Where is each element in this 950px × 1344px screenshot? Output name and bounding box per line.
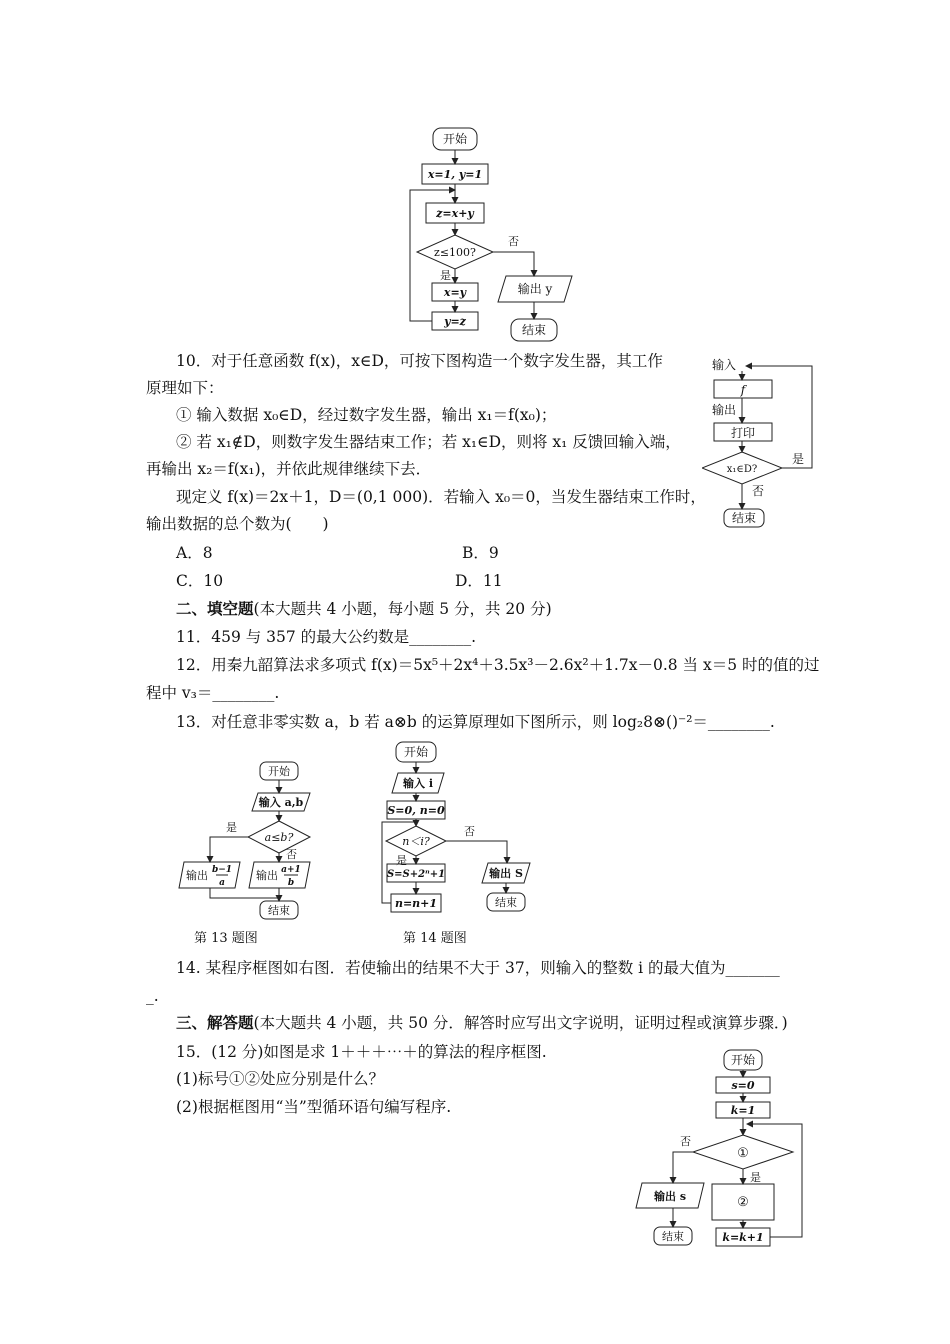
- assign-y-label: y=z: [444, 315, 466, 328]
- input-label: 输入 i: [402, 777, 434, 790]
- q10-line6: 现定义 f(x)＝2x＋1，D＝(0,1 000)．若输入 x₀＝0，当发生器结束工作时，: [176, 488, 706, 506]
- yes-label: 是: [440, 269, 451, 282]
- q10-line4: ② 若 x₁∉D，则数字发生器结束工作；若 x₁∈D，则将 x₁ 反馈回输入端，: [176, 433, 681, 451]
- start-label: 开始: [268, 765, 290, 778]
- end-label: 结束: [662, 1230, 684, 1243]
- cond-label: ①: [737, 1146, 749, 1161]
- output-left-label: 输出: [186, 869, 208, 882]
- q14-line2: _.: [146, 987, 159, 1005]
- output-label: 输出 S: [489, 867, 523, 880]
- k-init-label: k=1: [730, 1104, 756, 1117]
- q10-line2: 原理如下：: [146, 379, 224, 397]
- section2-heading: [176, 599, 552, 619]
- q10-option-d: D．11: [455, 572, 503, 590]
- cond-label: a≤b?: [264, 831, 294, 844]
- q11-text: 11．459 与 357 的最大公约数是________.: [176, 628, 477, 646]
- section2-title: 二、填空题: [176, 599, 254, 618]
- caption-14: 第 14 题图: [403, 931, 467, 946]
- output-right-label: 输出: [256, 869, 278, 882]
- q15-line2: (1)标号①②处应分别是什么？: [176, 1070, 384, 1088]
- section3-heading: [176, 1013, 788, 1033]
- flowchart-q14: [372, 738, 542, 948]
- q10-line3: ① 输入数据 x₀∈D，经过数字发生器，输出 x₁＝f(x₀)；: [176, 406, 557, 424]
- end-label: 结束: [268, 904, 290, 917]
- cond-label: z≤100?: [434, 246, 476, 259]
- flowchart-q10: [702, 352, 822, 532]
- q10-option-c: C．10: [176, 572, 224, 590]
- cond-label: n＜i?: [402, 835, 430, 848]
- body-inc-label: n=n+1: [394, 897, 438, 910]
- start-label: 开始: [403, 745, 429, 759]
- q10-line1: 10．对于任意函数 f(x)，x∈D，可按下图构造一个数字发生器，其工作: [176, 352, 663, 370]
- flowchart-q13: [170, 758, 330, 948]
- q12-line1: 12．用秦九韶算法求多项式 f(x)＝5x⁵＋2x⁴＋3.5x³－2.6x²＋1.7x－0.8 当 x＝5 时的值的过: [176, 656, 820, 674]
- q15-line3: (2)根据框图用“当”型循环语句编写程序.: [176, 1098, 452, 1116]
- cond-label: x₁∈D?: [726, 464, 758, 475]
- no-label: 否: [680, 1135, 691, 1148]
- output-label: 输出 s: [653, 1190, 687, 1203]
- caption-13: 第 13 题图: [194, 931, 258, 946]
- end-label: 结束: [731, 511, 757, 525]
- init-label: x=1, y=1: [427, 168, 483, 181]
- input-label: 输入: [712, 358, 737, 372]
- sum-label: z=x+y: [436, 207, 474, 220]
- frac-right-num: a+1: [281, 865, 301, 875]
- section2-note: (本大题共 4 小题，每小题 5 分，共 20 分): [253, 600, 552, 618]
- f-label: f: [740, 383, 746, 397]
- frac-right-den: b: [287, 878, 295, 888]
- yes-label: 是: [792, 452, 805, 466]
- no-label: 否: [752, 484, 765, 498]
- section3-title: 三、解答题: [176, 1013, 254, 1032]
- q10-line7: 输出数据的总个数为( ): [146, 515, 329, 533]
- output-label: 输出 y: [517, 282, 553, 296]
- q10-option-a: A．8: [176, 544, 213, 562]
- start-label: 开始: [730, 1053, 756, 1067]
- k-inc-label: k=k+1: [722, 1231, 764, 1244]
- yes-label: 是: [396, 854, 407, 867]
- flowchart-fibonacci: [400, 124, 600, 344]
- frac-left-num: b−1: [211, 865, 233, 875]
- q10-line5: 再输出 x₂＝f(x₁)，并依此规律继续下去．: [146, 460, 432, 478]
- body-sum-label: S=S+2ⁿ+1: [386, 869, 446, 880]
- q10-option-b: B．9: [462, 544, 499, 562]
- s-init-label: s=0: [731, 1079, 755, 1092]
- end-label: 结束: [521, 323, 547, 337]
- q12-line2: 程中 v₃＝________.: [146, 684, 280, 702]
- q15-line1: 15．(12 分)如图是求 1＋＋＋⋯＋的算法的程序框图.: [176, 1043, 547, 1061]
- body-label: ②: [737, 1195, 749, 1210]
- end-label: 结束: [495, 896, 517, 909]
- yes-label: 是: [750, 1171, 761, 1184]
- flowchart-q15: [628, 1046, 818, 1256]
- start-label: 开始: [442, 132, 468, 146]
- no-label: 否: [286, 848, 297, 861]
- print-label: 打印: [730, 426, 756, 440]
- assign-x-label: x=y: [443, 286, 467, 299]
- input-label: 输入 a,b: [258, 796, 304, 809]
- section3-note: (本大题共 4 小题，共 50 分．解答时应写出文字说明，证明过程或演算步骤．): [253, 1014, 788, 1032]
- no-label: 否: [508, 235, 519, 248]
- output-label: 输出: [712, 403, 737, 417]
- q14-line1: 14. 某程序框图如右图．若使输出的结果不大于 37，则输入的整数 i 的最大值为_______: [176, 959, 780, 977]
- no-label: 否: [464, 825, 475, 838]
- frac-left-den: a: [219, 878, 225, 888]
- init-label: S=0, n=0: [387, 804, 445, 817]
- yes-label: 是: [226, 821, 237, 834]
- q13-text: 13．对任意非零实数 a，b 若 a⊗b 的运算原理如下图所示，则 log₂8⊗()⁻²＝________.: [176, 713, 775, 731]
